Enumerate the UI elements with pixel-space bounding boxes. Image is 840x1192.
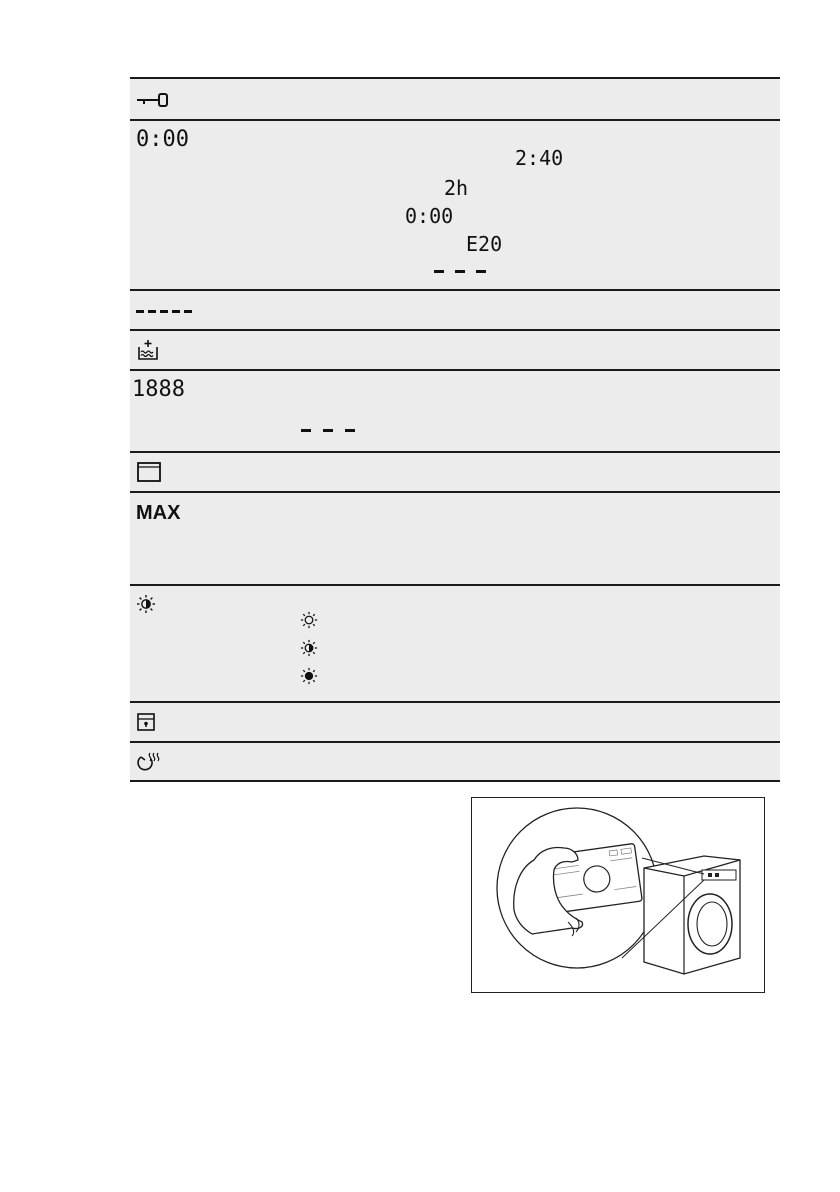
row-steam	[130, 741, 780, 782]
time-example-hours: 2h	[444, 176, 469, 200]
time-dashes	[434, 270, 494, 273]
row-brightness	[130, 584, 780, 701]
brightness-low-icon	[300, 611, 318, 629]
illustration-drawing	[472, 798, 763, 991]
time-example-error: E20	[466, 232, 503, 256]
brightness-medium-icon	[300, 639, 318, 657]
door-lock-icon	[136, 712, 156, 732]
spin-dashes	[301, 429, 361, 432]
row-stain-indicator	[130, 289, 780, 329]
spin-symbol: 1888	[132, 377, 185, 402]
row-max-load	[130, 491, 780, 584]
time-symbol: 0:00	[136, 127, 189, 152]
key-icon	[136, 93, 170, 107]
row-empty-drum	[130, 451, 780, 491]
time-example-remaining: 2:40	[515, 146, 564, 170]
row-time-display	[130, 119, 780, 289]
brightness-half-icon	[136, 594, 156, 614]
time-example-zero: 0:00	[405, 204, 454, 228]
extra-rinse-icon	[136, 338, 160, 362]
row-extra-rinse	[130, 329, 780, 369]
drum-icon	[136, 461, 162, 483]
steam-icon	[136, 751, 162, 773]
hand-holding-card-washing-machine-illustration	[471, 797, 765, 993]
row-spin-display	[130, 369, 780, 451]
brightness-high-icon	[300, 667, 318, 685]
row-door-lock	[130, 701, 780, 741]
row-child-lock	[130, 77, 780, 119]
symbol-table	[130, 77, 780, 782]
five-dash-symbol	[136, 310, 192, 313]
max-symbol: MAX	[136, 502, 181, 524]
